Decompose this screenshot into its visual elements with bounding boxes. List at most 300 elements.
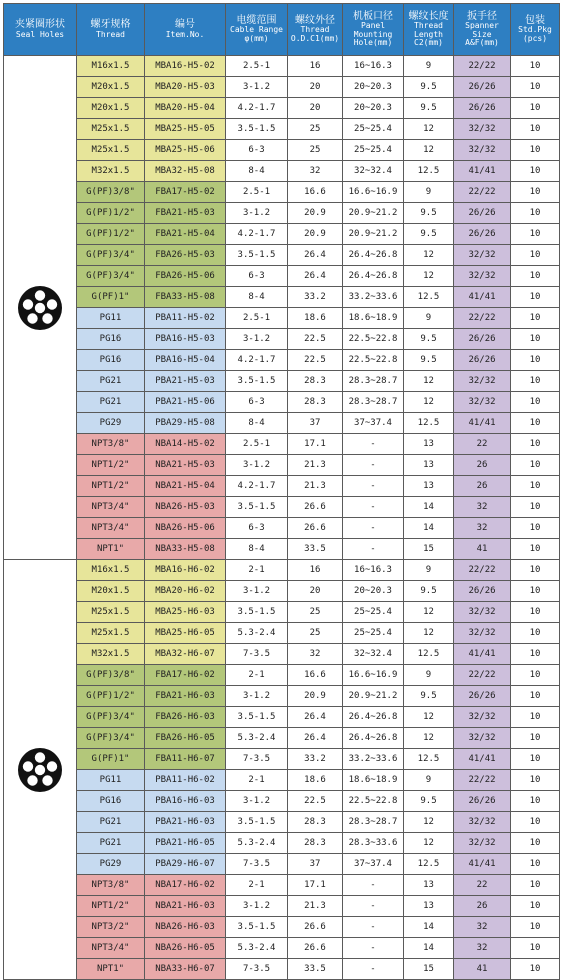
cable-range-cell: 8-4 [226,161,288,182]
thread-od-cell: 20 [288,77,343,98]
item-no-cell: FBA17-H6-02 [145,665,226,686]
cable-range-cell: 3-1.2 [226,77,288,98]
thread-od-cell: 25 [288,602,343,623]
spanner-size-cell: 41 [454,539,511,560]
item-no-cell: FBA26-H6-03 [145,707,226,728]
panel-hole-cell: - [343,539,404,560]
spanner-size-cell: 41/41 [454,749,511,770]
table-row [4,959,560,980]
item-no-cell: NBA33-H6-07 [145,959,226,980]
item-no-cell: MBA20-H6-02 [145,581,226,602]
thread-cell: PG29 [77,854,145,875]
thread-length-cell: 9 [404,770,454,791]
header-cn: 螺牙规格 [90,19,131,31]
panel-hole-cell: - [343,455,404,476]
thread-cell: G(PF)3/8" [77,665,145,686]
cable-range-cell: 2-1 [226,875,288,896]
panel-hole-cell: 37~37.4 [343,854,404,875]
thread-cell: PG21 [77,833,145,854]
item-no-cell: PBA21-H5-03 [145,371,226,392]
thread-od-cell: 33.5 [288,539,343,560]
std-pkg-cell: 10 [511,959,560,980]
item-no-cell: FBA21-H6-03 [145,686,226,707]
thread-od-cell: 20 [288,581,343,602]
header-cn: 编号 [175,19,195,31]
thread-length-cell: 12 [404,245,454,266]
table-row [4,245,560,266]
thread-cell: M25x1.5 [77,119,145,140]
panel-hole-cell: 22.5~22.8 [343,350,404,371]
thread-length-cell: 12 [404,812,454,833]
table-row [4,665,560,686]
std-pkg-cell: 10 [511,833,560,854]
table-row [4,875,560,896]
std-pkg-cell: 10 [511,245,560,266]
item-no-cell: NBA21-H5-03 [145,455,226,476]
std-pkg-cell: 10 [511,98,560,119]
spanner-size-cell: 26/26 [454,581,511,602]
spanner-size-cell: 32/32 [454,728,511,749]
header-spanner-size [454,4,511,56]
panel-hole-cell: 20.9~21.2 [343,224,404,245]
item-no-cell: FBA11-H6-07 [145,749,226,770]
item-no-cell: MBA25-H5-06 [145,140,226,161]
spanner-size-cell: 26/26 [454,77,511,98]
cable-range-cell: 4.2-1.7 [226,98,288,119]
thread-cell: M25x1.5 [77,623,145,644]
thread-length-cell: 13 [404,875,454,896]
spanner-size-cell: 22/22 [454,182,511,203]
panel-hole-cell: 16~16.3 [343,56,404,77]
item-no-cell: NBA26-H5-06 [145,518,226,539]
thread-od-cell: 22.5 [288,791,343,812]
table-row [4,623,560,644]
table-row [4,455,560,476]
thread-cell: NPT3/8" [77,875,145,896]
cable-range-cell: 8-4 [226,287,288,308]
cable-range-cell: 6-3 [226,518,288,539]
spanner-size-cell: 41 [454,959,511,980]
cable-range-cell: 4.2-1.7 [226,476,288,497]
thread-od-cell: 20.9 [288,224,343,245]
std-pkg-cell: 10 [511,77,560,98]
header-std-pkg [511,4,560,56]
header-en: φ(mm) [244,33,269,43]
header-cn: 螺纹长度 [408,10,449,22]
panel-hole-cell: 28.3~28.7 [343,371,404,392]
item-no-cell: MBA32-H6-07 [145,644,226,665]
table-row [4,266,560,287]
thread-length-cell: 12 [404,602,454,623]
spanner-size-cell: 41/41 [454,854,511,875]
table-row [4,581,560,602]
thread-length-cell: 9.5 [404,77,454,98]
thread-cell: M25x1.5 [77,602,145,623]
item-no-cell: NBA26-H5-03 [145,497,226,518]
thread-cell: PG16 [77,350,145,371]
header-en: Spanner [465,21,499,31]
thread-cell: G(PF)1" [77,749,145,770]
thread-od-cell: 28.3 [288,371,343,392]
spec-table-container [3,3,559,974]
thread-cell: NPT3/4" [77,497,145,518]
item-no-cell: MBA25-H5-05 [145,119,226,140]
panel-hole-cell: - [343,434,404,455]
thread-cell: G(PF)1" [77,287,145,308]
spanner-size-cell: 32/32 [454,140,511,161]
thread-length-cell: 13 [404,455,454,476]
table-row [4,917,560,938]
thread-od-cell: 17.1 [288,875,343,896]
thread-cell: M32x1.5 [77,644,145,665]
panel-hole-cell: 18.6~18.9 [343,770,404,791]
spanner-size-cell: 32/32 [454,266,511,287]
item-no-cell: MBA16-H6-02 [145,560,226,581]
panel-hole-cell: 32~32.4 [343,161,404,182]
thread-length-cell: 12 [404,392,454,413]
item-no-cell: PBA29-H5-08 [145,413,226,434]
panel-hole-cell: 20.9~21.2 [343,203,404,224]
panel-hole-cell: 25~25.4 [343,119,404,140]
header-en: Mounting [353,29,393,39]
thread-cell: G(PF)3/4" [77,707,145,728]
table-row [4,833,560,854]
spanner-size-cell: 41/41 [454,644,511,665]
panel-hole-cell: 32~32.4 [343,644,404,665]
panel-hole-cell: - [343,518,404,539]
spanner-size-cell: 32/32 [454,602,511,623]
thread-od-cell: 22.5 [288,350,343,371]
table-row [4,371,560,392]
thread-cell: M25x1.5 [77,140,145,161]
header-cn: 螺纹外径 [295,14,335,26]
header-cn: 包装 [525,14,545,26]
panel-hole-cell: 26.4~26.8 [343,245,404,266]
thread-cell: NPT1" [77,539,145,560]
item-no-cell: NBA14-H5-02 [145,434,226,455]
item-no-cell: FBA26-H6-05 [145,728,226,749]
thread-length-cell: 14 [404,938,454,959]
std-pkg-cell: 10 [511,791,560,812]
item-no-cell: NBA26-H6-05 [145,938,226,959]
thread-length-cell: 14 [404,497,454,518]
std-pkg-cell: 10 [511,161,560,182]
std-pkg-cell: 10 [511,203,560,224]
item-no-cell: PBA16-H6-03 [145,791,226,812]
panel-hole-cell: - [343,875,404,896]
cable-range-cell: 2-1 [226,770,288,791]
thread-length-cell: 12 [404,623,454,644]
std-pkg-cell: 10 [511,812,560,833]
thread-length-cell: 12.5 [404,413,454,434]
table-row [4,308,560,329]
header-en: C2(mm) [414,37,443,47]
panel-hole-cell: 20.9~21.2 [343,686,404,707]
table-row [4,182,560,203]
std-pkg-cell: 10 [511,266,560,287]
table-row [4,602,560,623]
spanner-size-cell: 26/26 [454,686,511,707]
thread-od-cell: 25 [288,140,343,161]
std-pkg-cell: 10 [511,476,560,497]
cable-range-cell: 6-3 [226,140,288,161]
thread-length-cell: 9.5 [404,98,454,119]
thread-length-cell: 9 [404,560,454,581]
item-no-cell: NBA26-H6-03 [145,917,226,938]
thread-length-cell: 12 [404,371,454,392]
cable-range-cell: 3-1.2 [226,203,288,224]
panel-hole-cell: 22.5~22.8 [343,791,404,812]
thread-length-cell: 15 [404,539,454,560]
thread-cell: M20x1.5 [77,98,145,119]
thread-od-cell: 33.5 [288,959,343,980]
thread-od-cell: 32 [288,161,343,182]
item-no-cell: FBA26-H5-06 [145,266,226,287]
spanner-size-cell: 32/32 [454,707,511,728]
thread-cell: PG16 [77,329,145,350]
item-no-cell: PBA16-H5-03 [145,329,226,350]
item-no-cell: PBA21-H5-06 [145,392,226,413]
item-no-cell: NBA33-H5-08 [145,539,226,560]
cable-range-cell: 3.5-1.5 [226,371,288,392]
cable-range-cell: 8-4 [226,413,288,434]
spanner-size-cell: 32/32 [454,833,511,854]
thread-cell: G(PF)1/2" [77,203,145,224]
table-row [4,728,560,749]
thread-cell: NPT1/2" [77,476,145,497]
item-no-cell: MBA20-H5-04 [145,98,226,119]
panel-hole-cell: 20~20.3 [343,77,404,98]
thread-length-cell: 13 [404,896,454,917]
thread-od-cell: 21.3 [288,896,343,917]
std-pkg-cell: 10 [511,854,560,875]
panel-hole-cell: 16~16.3 [343,560,404,581]
spanner-size-cell: 32/32 [454,119,511,140]
spanner-size-cell: 22/22 [454,308,511,329]
cable-range-cell: 3.5-1.5 [226,119,288,140]
std-pkg-cell: 10 [511,686,560,707]
header-en: Size [472,29,492,39]
thread-length-cell: 12.5 [404,854,454,875]
header-en: (pcs) [522,33,548,43]
std-pkg-cell: 10 [511,875,560,896]
item-no-cell: MBA16-H5-02 [145,56,226,77]
thread-cell: G(PF)3/4" [77,245,145,266]
thread-cell: NPT1" [77,959,145,980]
item-no-cell: FBA17-H5-02 [145,182,226,203]
thread-length-cell: 15 [404,959,454,980]
panel-hole-cell: 28.3~28.7 [343,812,404,833]
table-row [4,203,560,224]
std-pkg-cell: 10 [511,413,560,434]
thread-length-cell: 12 [404,728,454,749]
cable-range-cell: 2.5-1 [226,56,288,77]
table-row [4,812,560,833]
table-row [4,749,560,770]
panel-hole-cell: 22.5~22.8 [343,329,404,350]
table-row [4,98,560,119]
thread-od-cell: 26.6 [288,518,343,539]
table-body [4,56,560,980]
thread-od-cell: 26.6 [288,497,343,518]
spanner-size-cell: 26/26 [454,224,511,245]
cable-range-cell: 3-1.2 [226,455,288,476]
item-no-cell: FBA21-H5-04 [145,224,226,245]
header-cable-range [226,4,288,56]
table-row [4,119,560,140]
thread-od-cell: 18.6 [288,770,343,791]
spanner-size-cell: 41/41 [454,161,511,182]
thread-od-cell: 26.4 [288,707,343,728]
spanner-size-cell: 41/41 [454,413,511,434]
table-row [4,413,560,434]
panel-hole-cell: - [343,938,404,959]
cable-range-cell: 3-1.2 [226,686,288,707]
item-no-cell: MBA20-H5-03 [145,77,226,98]
table-row [4,854,560,875]
spanner-size-cell: 22/22 [454,770,511,791]
panel-hole-cell: 16.6~16.9 [343,665,404,686]
table-row [4,896,560,917]
cable-range-cell: 7-3.5 [226,959,288,980]
std-pkg-cell: 10 [511,728,560,749]
cable-range-cell: 3.5-1.5 [226,602,288,623]
panel-hole-cell: 18.6~18.9 [343,308,404,329]
thread-length-cell: 9 [404,182,454,203]
thread-length-cell: 9.5 [404,350,454,371]
thread-cell: NPT1/2" [77,896,145,917]
table-row [4,287,560,308]
thread-cell: NPT3/4" [77,938,145,959]
header-cn: 机板口径 [353,10,393,22]
five-hole-seal-icon [15,745,65,795]
std-pkg-cell: 10 [511,518,560,539]
thread-cell: NPT3/4" [77,518,145,539]
header-en: Std.Pkg [518,25,552,35]
thread-cell: G(PF)1/2" [77,686,145,707]
std-pkg-cell: 10 [511,497,560,518]
thread-cell: PG16 [77,791,145,812]
thread-cell: M16x1.5 [77,56,145,77]
thread-length-cell: 14 [404,518,454,539]
panel-hole-cell: 26.4~26.8 [343,728,404,749]
cable-range-cell: 4.2-1.7 [226,224,288,245]
panel-hole-cell: 25~25.4 [343,602,404,623]
std-pkg-cell: 10 [511,644,560,665]
std-pkg-cell: 10 [511,539,560,560]
std-pkg-cell: 10 [511,602,560,623]
cable-range-cell: 2-1 [226,560,288,581]
thread-cell: M20x1.5 [77,581,145,602]
std-pkg-cell: 10 [511,287,560,308]
table-row [4,938,560,959]
spanner-size-cell: 26/26 [454,791,511,812]
thread-length-cell: 12 [404,707,454,728]
thread-length-cell: 12.5 [404,749,454,770]
std-pkg-cell: 10 [511,623,560,644]
item-no-cell: FBA21-H5-03 [145,203,226,224]
std-pkg-cell: 10 [511,896,560,917]
cable-range-cell: 3-1.2 [226,791,288,812]
cable-range-cell: 5.3-2.4 [226,938,288,959]
item-no-cell: MBA32-H5-08 [145,161,226,182]
cable-range-cell: 3-1.2 [226,581,288,602]
cable-range-cell: 2.5-1 [226,182,288,203]
cable-range-cell: 2.5-1 [226,308,288,329]
panel-hole-cell: 28.3~33.6 [343,833,404,854]
thread-length-cell: 14 [404,917,454,938]
thread-od-cell: 32 [288,644,343,665]
spanner-size-cell: 22 [454,875,511,896]
thread-od-cell: 16.6 [288,665,343,686]
table-row [4,434,560,455]
header-en: O.D.C1(mm) [290,33,340,43]
header-en: Length [414,29,443,39]
header-en: Thread [96,29,125,39]
thread-od-cell: 20 [288,98,343,119]
thread-cell: G(PF)3/4" [77,728,145,749]
thread-length-cell: 12 [404,140,454,161]
panel-hole-cell: 26.4~26.8 [343,707,404,728]
thread-cell: NPT3/8" [77,434,145,455]
thread-length-cell: 9.5 [404,791,454,812]
spanner-size-cell: 32 [454,917,511,938]
thread-length-cell: 9.5 [404,224,454,245]
std-pkg-cell: 10 [511,182,560,203]
spanner-size-cell: 26 [454,455,511,476]
std-pkg-cell: 10 [511,329,560,350]
thread-od-cell: 25 [288,623,343,644]
std-pkg-cell: 10 [511,350,560,371]
std-pkg-cell: 10 [511,455,560,476]
panel-hole-cell: 26.4~26.8 [343,266,404,287]
thread-od-cell: 28.3 [288,392,343,413]
spanner-size-cell: 22/22 [454,665,511,686]
header-thread-length [404,4,454,56]
thread-od-cell: 26.6 [288,917,343,938]
panel-hole-cell: 33.2~33.6 [343,287,404,308]
spanner-size-cell: 26/26 [454,203,511,224]
panel-hole-cell: 16.6~16.9 [343,182,404,203]
header-en: Thread [300,25,330,35]
cable-gland-spec-table [3,3,560,980]
panel-hole-cell: 25~25.4 [343,140,404,161]
panel-hole-cell: 37~37.4 [343,413,404,434]
item-no-cell: MBA25-H6-03 [145,602,226,623]
thread-cell: PG21 [77,812,145,833]
std-pkg-cell: 10 [511,665,560,686]
std-pkg-cell: 10 [511,560,560,581]
thread-length-cell: 12 [404,266,454,287]
panel-hole-cell: 25~25.4 [343,623,404,644]
spanner-size-cell: 26/26 [454,98,511,119]
cable-range-cell: 7-3.5 [226,749,288,770]
thread-cell: G(PF)3/8" [77,182,145,203]
std-pkg-cell: 10 [511,119,560,140]
thread-length-cell: 12.5 [404,161,454,182]
thread-od-cell: 37 [288,854,343,875]
thread-od-cell: 37 [288,413,343,434]
header-item-no [145,4,226,56]
thread-cell: M32x1.5 [77,161,145,182]
thread-length-cell: 12 [404,119,454,140]
spanner-size-cell: 32 [454,497,511,518]
table-row [4,56,560,77]
cable-range-cell: 3-1.2 [226,896,288,917]
std-pkg-cell: 10 [511,917,560,938]
spanner-size-cell: 26/26 [454,329,511,350]
spanner-size-cell: 22/22 [454,560,511,581]
